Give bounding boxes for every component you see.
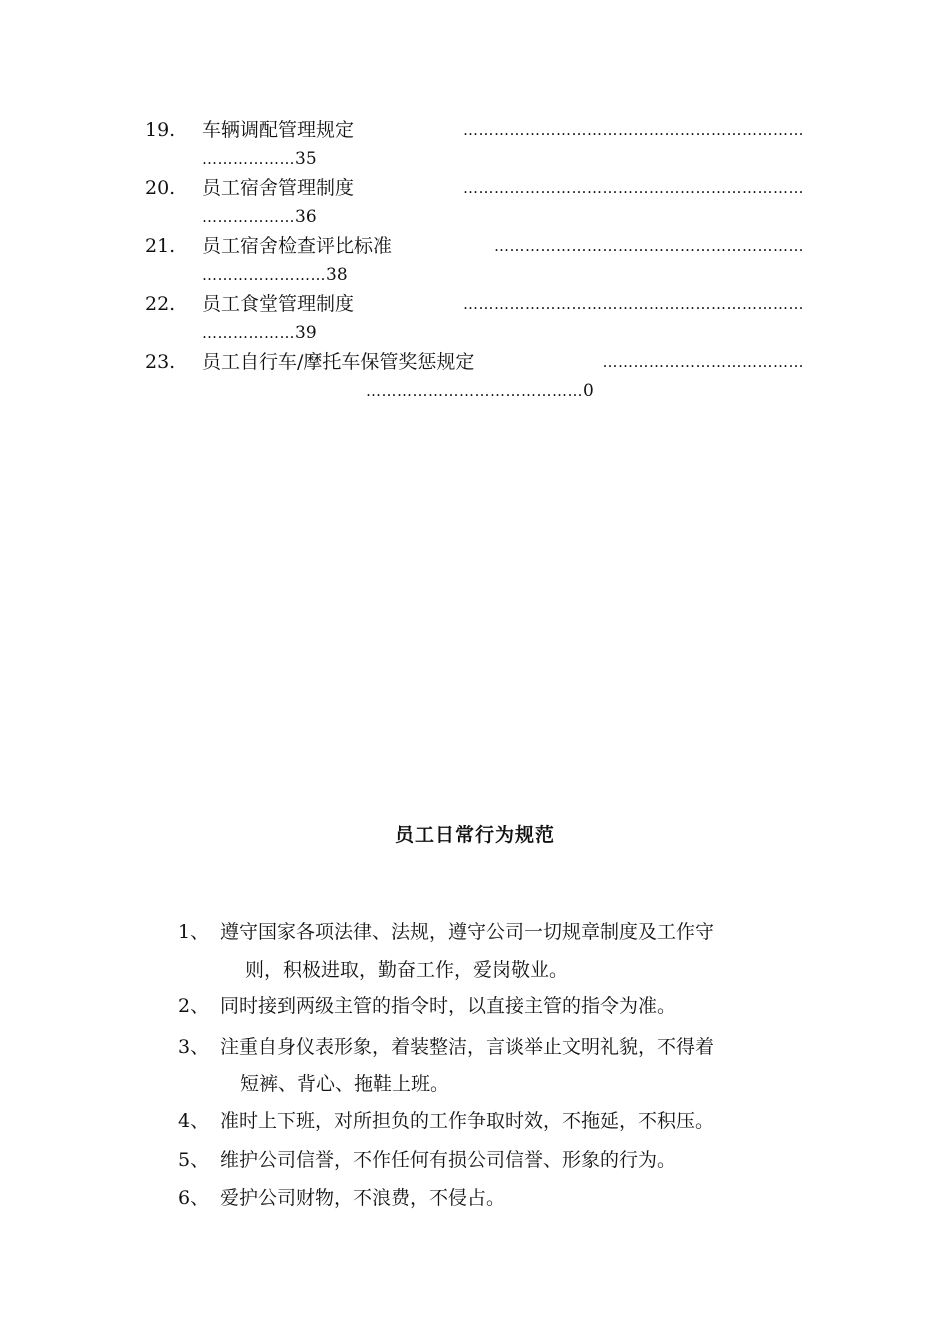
toc-continuation bbox=[366, 380, 594, 402]
rule-text: 遵守国家各项法律、法规，遵守公司一切规章制度及工作守 bbox=[220, 921, 715, 943]
toc-leader-dots: ………………………………… bbox=[602, 353, 804, 371]
toc-title: 员工自行车/摩托车保管奖惩规定 bbox=[202, 351, 475, 373]
rule-text: 准时上下班，对所担负的工作争取时效，不拖延，不积压。 bbox=[220, 1110, 715, 1132]
toc-leader-dots: …………………… bbox=[202, 266, 326, 284]
toc-number: 23. bbox=[145, 351, 176, 373]
toc-leader-dots: ……………… bbox=[202, 150, 295, 168]
toc-number: 22. bbox=[145, 293, 176, 315]
toc-title: 员工食堂管理制度 bbox=[202, 293, 355, 315]
toc-continuation bbox=[202, 264, 348, 286]
toc-page-number: 35 bbox=[295, 149, 317, 169]
rule-text: 维护公司信誉，不作任何有损公司信誉、形象的行为。 bbox=[220, 1149, 677, 1171]
toc-entry[interactable] bbox=[0, 233, 950, 293]
toc-number: 19. bbox=[145, 119, 176, 141]
toc-entry[interactable] bbox=[0, 175, 950, 235]
toc-leader-dots: ……………… bbox=[202, 208, 295, 226]
toc-leader-dots: ……………… bbox=[202, 324, 295, 342]
toc-leader-dots: ………………………………………………………… bbox=[463, 121, 804, 139]
rule-number: 3、 bbox=[178, 1036, 210, 1058]
toc-page-number: 36 bbox=[295, 207, 317, 227]
toc-page-number: 0 bbox=[583, 381, 594, 401]
toc-title: 员工宿舍检查评比标准 bbox=[202, 235, 393, 257]
rule-text: 爱护公司财物，不浪费，不侵占。 bbox=[220, 1187, 506, 1209]
rule-number: 2、 bbox=[178, 995, 210, 1017]
rule-text-continuation: 则，积极进取，勤奋工作，爱岗敬业。 bbox=[245, 959, 569, 981]
toc-entry[interactable] bbox=[0, 291, 950, 351]
toc-number: 21. bbox=[145, 235, 176, 257]
toc-page-number: 39 bbox=[295, 323, 317, 343]
toc-leader-dots: …………………………………… bbox=[366, 382, 583, 400]
rule-text-continuation: 短裤、背心、拖鞋上班。 bbox=[240, 1073, 450, 1095]
rule-text: 注重自身仪表形象，着装整洁，言谈举止文明礼貌，不得着 bbox=[220, 1036, 715, 1058]
toc-entry[interactable] bbox=[0, 349, 950, 409]
toc-title: 车辆调配管理规定 bbox=[202, 119, 355, 141]
toc-leader-dots: …………………………………………………… bbox=[494, 237, 804, 255]
toc-continuation bbox=[202, 206, 317, 228]
rule-number: 1、 bbox=[178, 921, 210, 943]
toc-title: 员工宿舍管理制度 bbox=[202, 177, 355, 199]
toc-page-number: 38 bbox=[326, 265, 348, 285]
toc-continuation bbox=[202, 322, 317, 344]
toc-leader-dots: ………………………………………………………… bbox=[463, 179, 804, 197]
toc-number: 20. bbox=[145, 177, 176, 199]
document-title: 员工日常行为规范 bbox=[394, 824, 555, 846]
toc-entry[interactable] bbox=[0, 117, 950, 177]
rule-number: 5、 bbox=[178, 1149, 210, 1171]
toc-leader-dots: ………………………………………………………… bbox=[463, 295, 804, 313]
rule-text: 同时接到两级主管的指令时，以直接主管的指令为准。 bbox=[220, 995, 677, 1017]
toc-continuation bbox=[202, 148, 317, 170]
rule-number: 4、 bbox=[178, 1110, 210, 1132]
rule-number: 6、 bbox=[178, 1187, 210, 1209]
